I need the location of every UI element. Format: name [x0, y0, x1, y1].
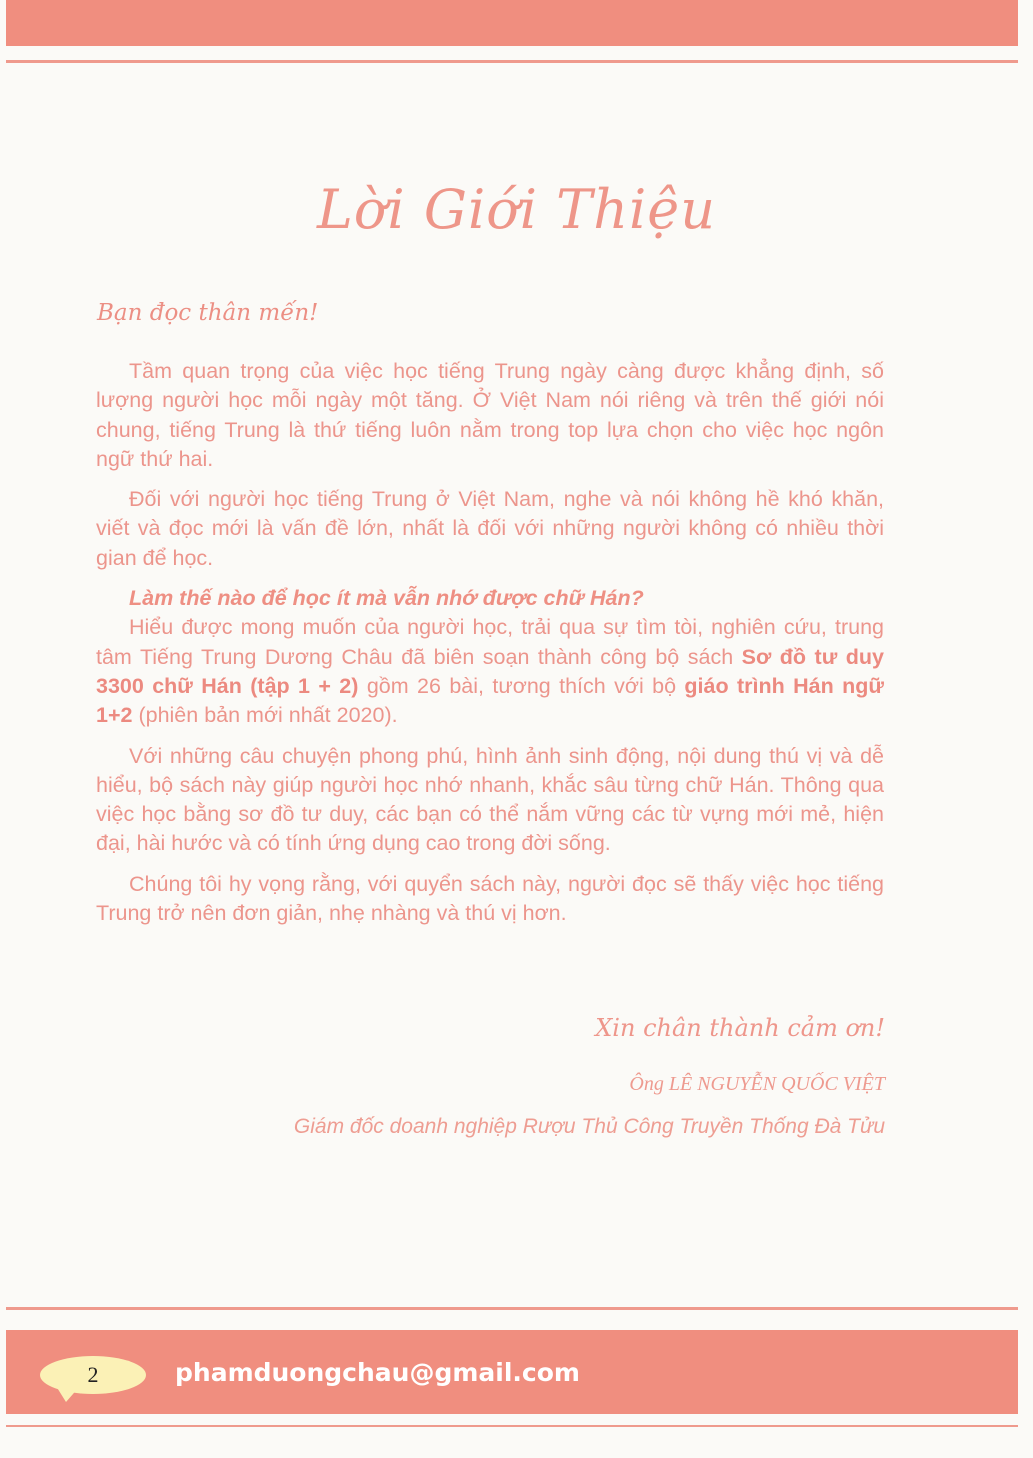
- footer-rule-top: [6, 1307, 1018, 1310]
- paragraph-3: [96, 613, 884, 730]
- signer-name: Ông LÊ NGUYỄN QUỐC VIỆT: [629, 1073, 885, 1095]
- header-band: [6, 0, 1018, 46]
- page-number-bubble: [40, 1356, 146, 1394]
- paragraph-5: Chúng tôi hy vọng rằng, với quyển sách này, người đọc sẽ thấy việc học tiếng Trung trở nên đơn giản, nhẹ nhàng và thú vị hơn.: [96, 871, 884, 926]
- closing-thanks: Xin chân thành cảm ơn!: [595, 1014, 885, 1042]
- footer-rule-bottom: [6, 1425, 1018, 1427]
- book-title: Sơ đồ tư duy 3300 chữ Hán (tập 1 + 2): [96, 644, 884, 698]
- greeting: Bạn đọc thân mến!: [97, 300, 319, 326]
- paragraph-2: Đối với người học tiếng Trung ở Việt Nam, nghe và nói không hề khó khăn, viết và đọc mới là vấn đề lớn, nhất là đối với những người không có nhiều thời gian để học.: [96, 487, 884, 570]
- contact-email: phamduongchau@gmail.com: [175, 1358, 580, 1387]
- header-rule: [6, 60, 1018, 63]
- page-number: 2: [87, 1362, 99, 1387]
- intro-body: [96, 357, 884, 939]
- curriculum-title: giáo trình Hán ngữ 1+2: [96, 673, 884, 728]
- signer-role: Giám đốc doanh nghiệp Rượu Thủ Công Truyền Thống Đà Tửu: [293, 1115, 885, 1138]
- paragraph-3-c: (phiên bản mới nhất 2020).: [132, 703, 398, 728]
- question-line: [96, 584, 884, 613]
- paragraph-4: Với những câu chuyện phong phú, hình ảnh sinh động, nội dung thú vị và dễ hiểu, bộ sách này giúp người học nhớ nhanh, khắc sâu từng chữ Hán. Thông qua việc học bằng sơ đồ tư duy, các bạn có thể nắm vững các từ vựng mới mẻ, hiện đại, hài hước và có tính ứng dụng cao trong đời sống.: [96, 743, 884, 856]
- question-text: Làm thế nào để học ít mà vẫn nhớ được chữ Hán?: [129, 586, 644, 611]
- page-title: Lời Giới Thiệu: [317, 178, 716, 241]
- paragraph-3-a: Hiểu được mong muốn của người học, trải qua sự tìm tòi, nghiên cứu, trung tâm Tiếng Trung Dương Châu đã biên soạn thành công bộ sách: [96, 615, 884, 669]
- paragraph-1: Tầm quan trọng của việc học tiếng Trung ngày càng được khẳng định, số lượng người học mỗi ngày một tăng. Ở Việt Nam nói riêng và trên thế giới nói chung, tiếng Trung là thứ tiếng luôn nằm trong top lựa chọn cho việc học ngôn ngữ thứ hai.: [96, 359, 884, 471]
- paragraph-3-b: gồm 26 bài, tương thích với bộ: [358, 673, 685, 698]
